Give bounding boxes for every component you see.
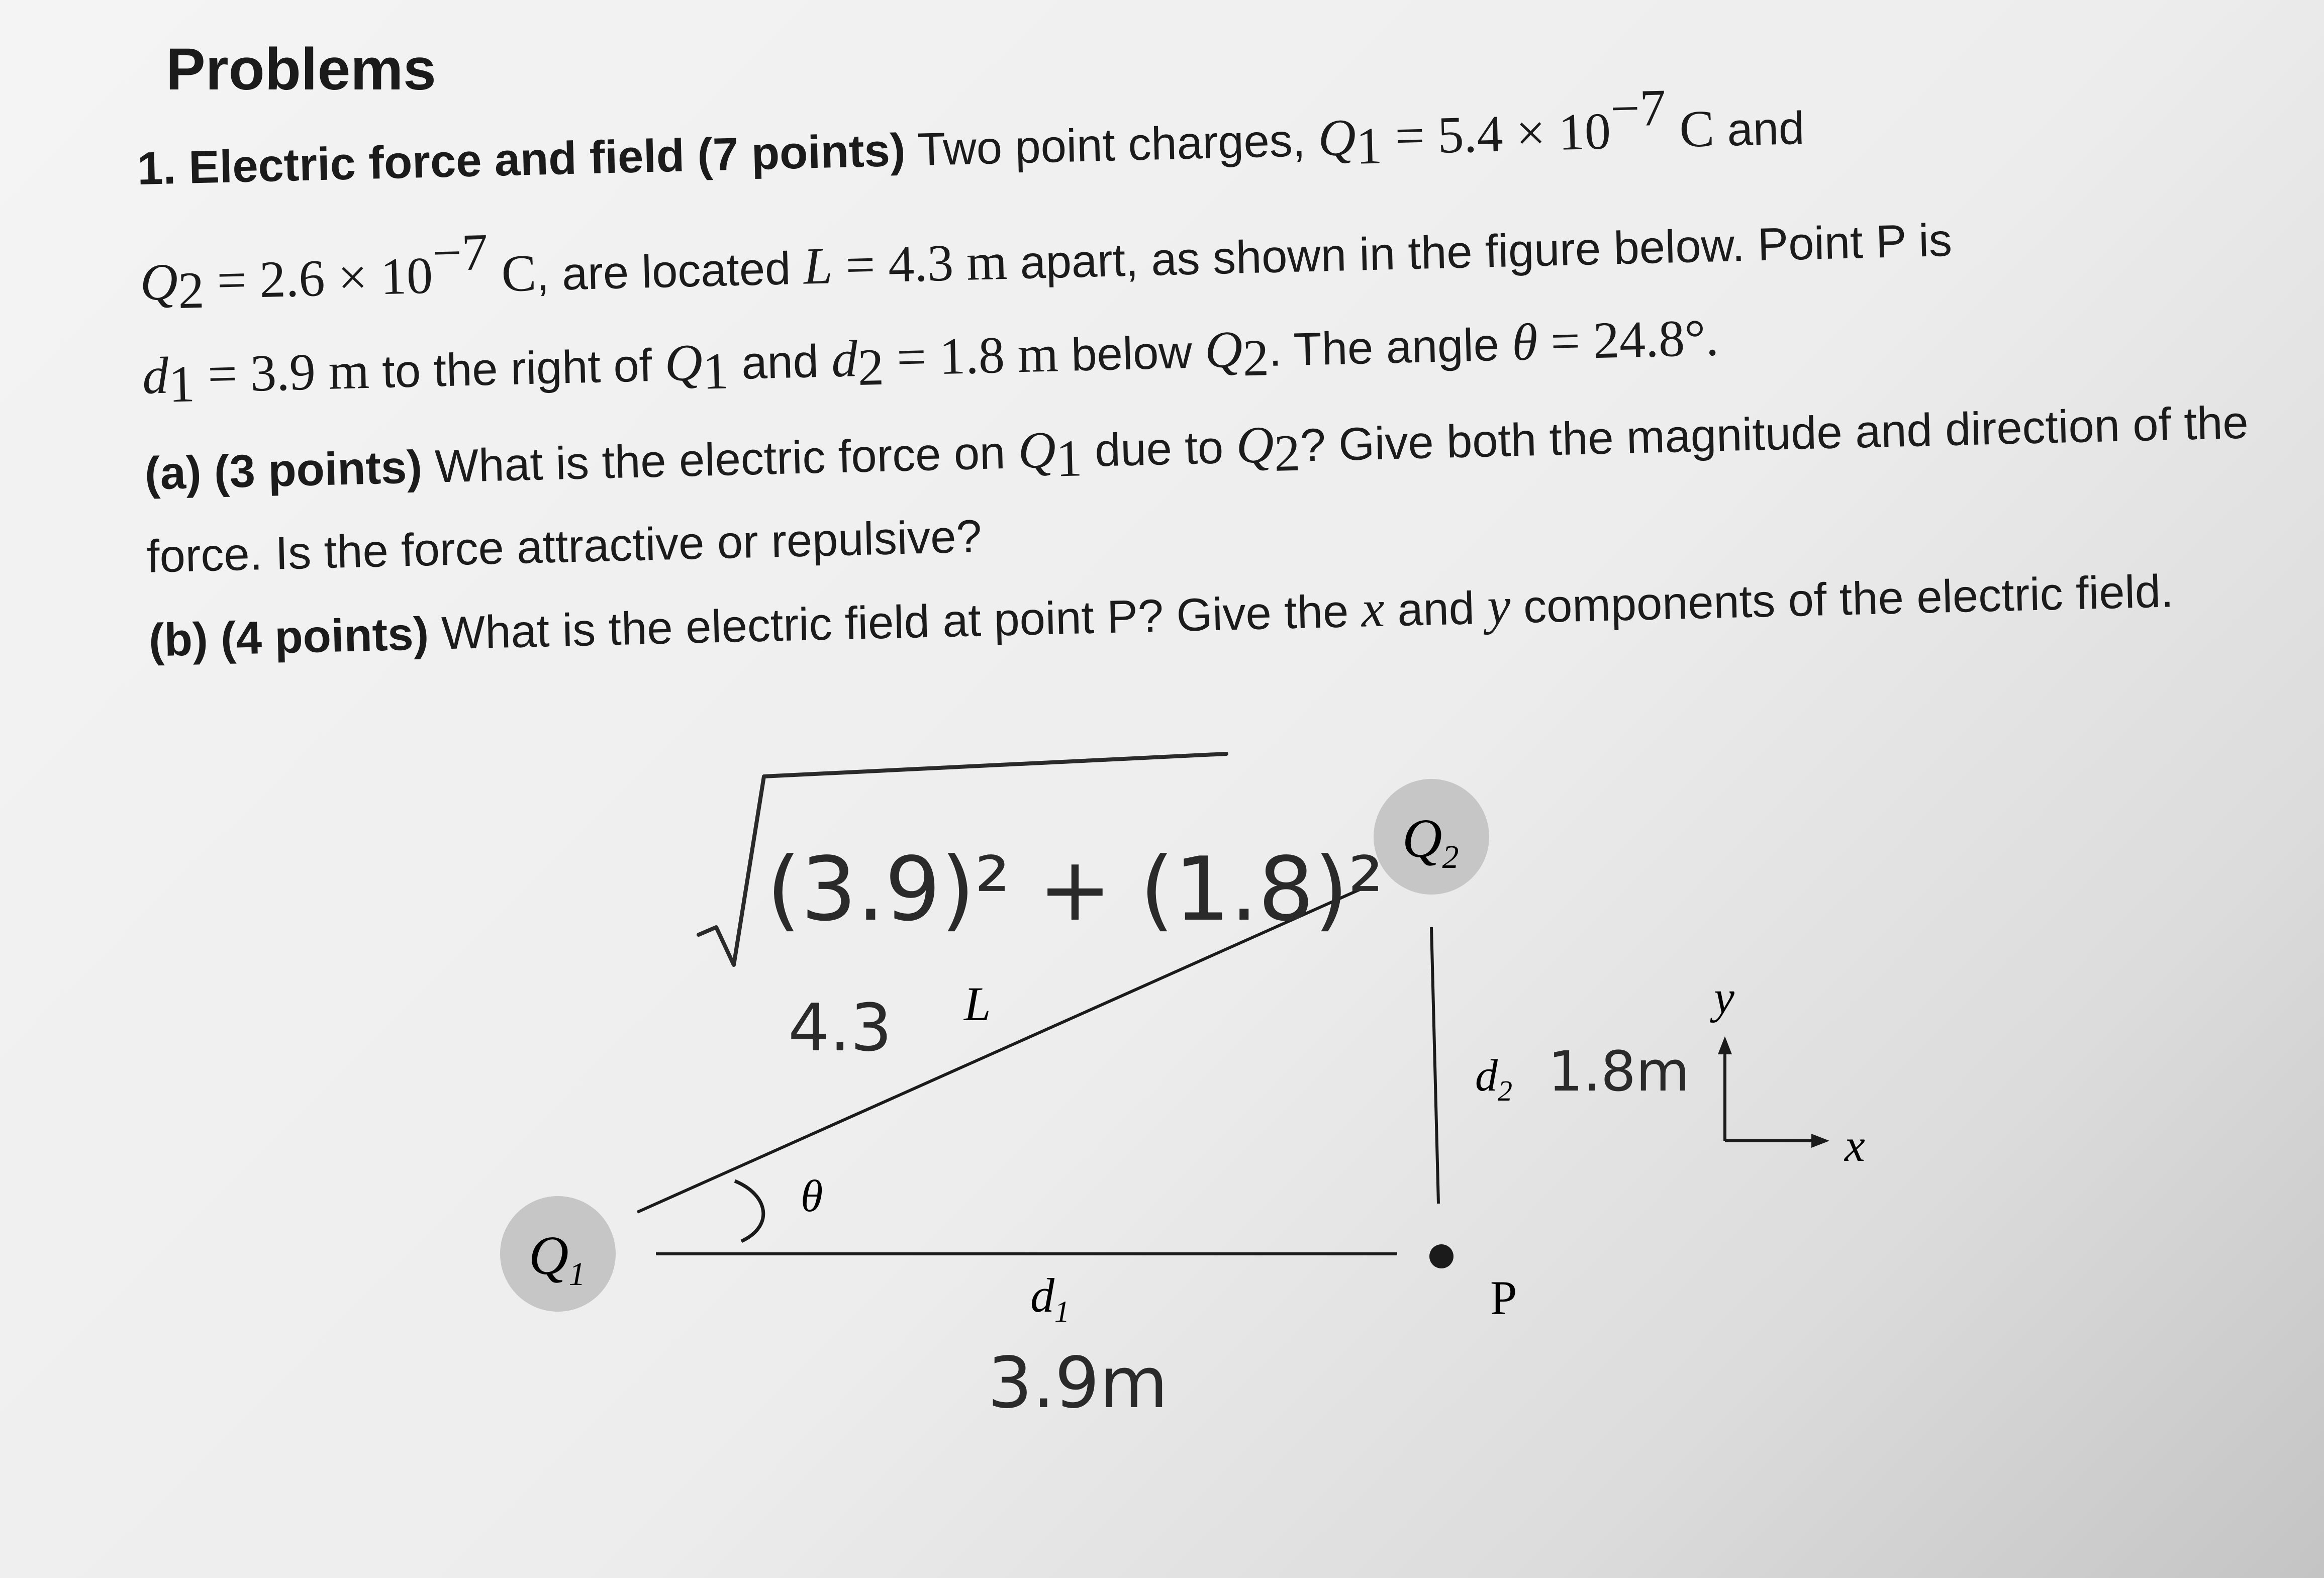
and-text: and [1713,102,1805,156]
q2-symbol: Q [139,253,179,312]
apart-text: apart, as shown in the figure below. Point P is [1006,214,1953,289]
handwritten-d2-value: 1.8m [1548,1039,1690,1104]
part-a-q1-symbol: Q [1017,421,1057,480]
part-b-label: (b) (4 points) [148,608,430,666]
part-a-text-1: What is the electric force on [421,427,1019,493]
l-symbol: L [803,237,833,295]
q2-unit: C [488,244,537,303]
d1-subscript: 1 [168,355,196,414]
right-q-subscript: 1 [702,342,730,401]
d1-symbol: d [141,346,169,405]
coordinate-axes-icon [1718,1036,1829,1148]
right-text: to the right of [368,339,665,398]
page-heading: Problems [166,36,436,103]
problem-number: 1. [136,142,177,194]
d2-value: = 1.8 m [883,325,1059,387]
d2-label: $d_2$ [1475,1051,1512,1107]
part-a-q1-subscript: 1 [1055,429,1083,488]
part-b-y-symbol: y [1486,576,1511,635]
handwritten-sqrt-expression: (3.9)² + (1.8)² [766,839,1384,941]
charge-q1-label: $Q_1$ [529,1225,586,1293]
problem-intro: Two point charges, [916,115,1306,176]
theta-value: = 24.8°. [1536,309,1719,371]
angle-text: . The angle [1268,319,1513,376]
q2-subscript: 2 [177,261,205,320]
d1-label: $d_1$ [1030,1268,1070,1328]
below-text: below [1057,326,1206,381]
part-a-q2-symbol: Q [1235,415,1275,474]
part-a-q2-subscript: 2 [1273,424,1301,482]
q2-value: = 2.6 × 10 [203,246,434,310]
line-d2-vertical [1431,927,1438,1204]
charge-q2-label: $Q_2$ [1402,808,1459,875]
theta-label: θ [801,1171,823,1221]
point-p-label: P [1490,1271,1517,1325]
q2-exponent: −7 [431,223,489,282]
theta-angle-arc [735,1181,763,1241]
problem-title: Electric force and field (7 points) [188,124,906,193]
q1-unit: C [1666,100,1715,159]
axis-x-label: x [1845,1120,1865,1171]
theta-symbol: θ [1511,313,1538,372]
below-q-symbol: Q [1204,320,1243,379]
part-b-text-1: What is the electric field at point P? Give the [428,585,1362,660]
q1-subscript: 1 [1355,117,1383,175]
and-d2-text: and [728,335,832,389]
handwritten-d1-value: 3.9m [988,1342,1169,1424]
q1-symbol: Q [1317,108,1357,167]
right-q-symbol: Q [664,333,704,392]
part-a-label: (a) (3 points) [144,441,423,500]
below-q-subscript: 2 [1242,329,1270,387]
handwritten-hypotenuse-value: 4.3 [788,990,892,1066]
point-p-dot [1429,1244,1454,1268]
d2-subscript: 2 [857,338,885,397]
located-text: , are located [535,242,804,301]
part-b-x-symbol: x [1361,579,1386,638]
l-value: = 4.3 m [832,232,1008,295]
q1-value: = 5.4 × 10 [1381,102,1612,166]
part-b-text-3: components of the electric field. [1510,565,2174,633]
part-a-text-2: due to [1081,421,1237,477]
d1-value: = 3.9 m [193,341,370,404]
d2-symbol: d [830,330,858,388]
part-b-text-2: and [1384,582,1488,636]
axis-y-label: y [1714,971,1734,1023]
q1-exponent: −7 [1609,78,1667,138]
l-label: L [964,977,991,1031]
part-a-text-3: ? Give both the magnitude and direction of the force. Is the force attractive or repulsive? [146,397,2249,582]
